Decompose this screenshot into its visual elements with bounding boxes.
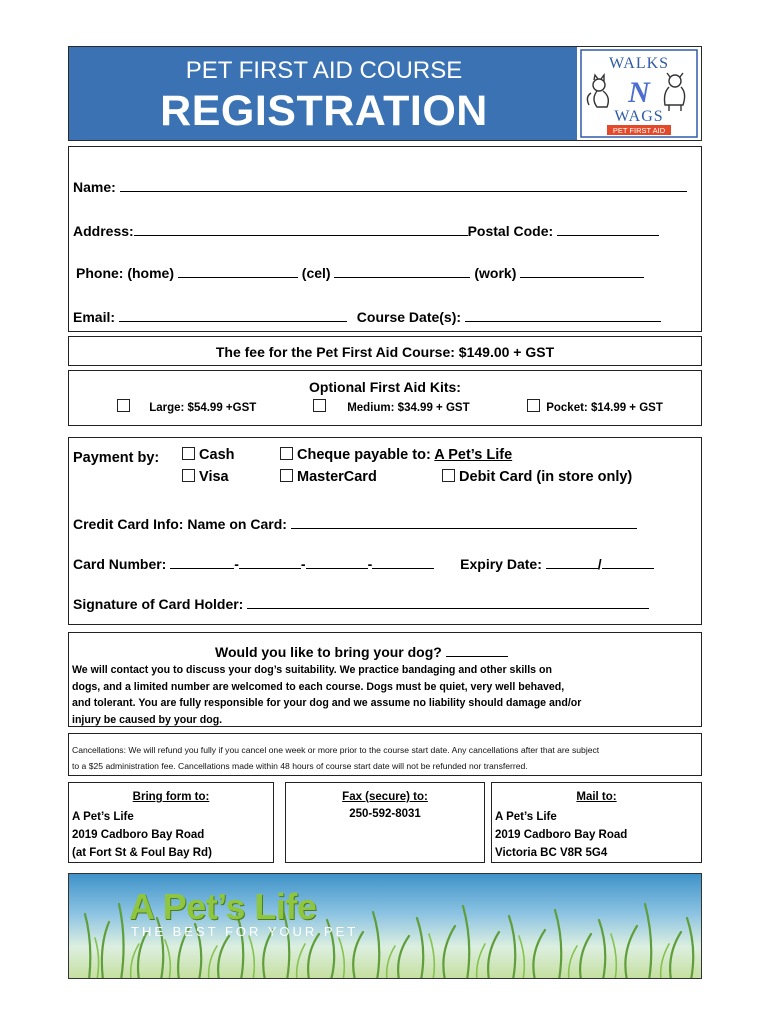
course-date-label: Course Date(s):: [356, 309, 462, 325]
a-pets-life-banner: [68, 873, 702, 979]
payment-section: Payment by: Cash Visa Cheque payable to: A Pet’s Life MasterCard Debit Card (in store only) Credit Card Info: Name on Card: Card Number: - - - Expiry Date: / Signature of Card Holder:: [68, 437, 702, 625]
bring-form-line-1: A Pet’s Life: [72, 811, 134, 823]
pocket-kit-label: Pocket: $14.99 + GST: [546, 402, 663, 414]
first-aid-kits-section: [68, 370, 702, 426]
bring-form-title: Bring form to:: [132, 791, 210, 803]
pocket-kit-checkbox[interactable]: [527, 399, 540, 412]
large-kit-checkbox[interactable]: [117, 399, 130, 412]
logo-badge-text: PET FIRST AID: [612, 126, 666, 135]
cancellation-line-1: Cancellations: We will refund you fully if you cancel one week or more prior to the course start date. Any cancellations after that are subject: [72, 745, 600, 755]
expiry-date-label: Expiry Date:: [460, 556, 542, 572]
signature-field[interactable]: [247, 594, 649, 609]
fee-section: [68, 336, 702, 366]
mastercard-checkbox[interactable]: [280, 469, 293, 482]
visa-label: Visa: [199, 469, 229, 485]
brand-name: A Pet’s Life: [129, 886, 317, 927]
cancellation-policy-section: [68, 733, 702, 776]
home-phone-label: Phone: (home): [76, 265, 174, 281]
course-date-field[interactable]: [465, 307, 661, 322]
cel-phone-label: (cel): [301, 265, 331, 281]
dog-info-line-2: dogs, and a limited number are welcomed to each course. Dogs must be quiet, very well behaved,: [72, 680, 565, 693]
postal-code-label: Postal Code:: [467, 223, 554, 239]
bring-dog-question: Would you like to bring your dog?: [215, 644, 442, 660]
fax-section: [285, 782, 485, 863]
card-number-label: Card Number:: [73, 556, 167, 572]
debit-checkbox[interactable]: [442, 469, 455, 482]
logo-wags-text: WAGS: [614, 108, 664, 125]
dog-info-line-1: We will contact you to discuss your dog’s suitability. We practice bandaging and other skills on: [72, 664, 552, 676]
brand-tagline: THE BEST FOR YOUR PET: [131, 924, 359, 939]
bring-form-section: [68, 782, 274, 863]
payment-by-label: Payment by:: [73, 450, 160, 466]
dog-info-line-3: and tolerant. You are fully responsible for your dog and we assume no liability should damage and/or: [72, 697, 582, 710]
dog-info-line-4: injury be caused by your dog.: [72, 713, 223, 726]
debit-label: Debit Card (in store only): [459, 469, 633, 485]
course-title: PET FIRST AID COURSE: [185, 57, 463, 84]
cash-checkbox[interactable]: [182, 447, 195, 460]
medium-kit-checkbox[interactable]: [313, 399, 326, 412]
bring-dog-section: [68, 632, 702, 727]
mail-section: [491, 782, 702, 863]
credit-card-info-label: Credit Card Info: Name on Card:: [73, 516, 287, 532]
card-number-part4[interactable]: [372, 554, 434, 569]
cancellation-line-2: to a $25 administration fee. Cancellations made within 48 hours of course start date will not be refunded nor transferred.: [72, 761, 528, 771]
home-phone-field[interactable]: [178, 263, 298, 278]
cheque-payee: A Pet’s Life: [434, 447, 513, 463]
signature-label: Signature of Card Holder:: [73, 596, 244, 612]
logo-walks-text: WALKS: [608, 55, 670, 72]
email-field[interactable]: [119, 307, 347, 322]
mail-line-2: 2019 Cadboro Bay Road: [495, 829, 628, 841]
mail-line-1: A Pet’s Life: [495, 811, 557, 823]
cel-phone-field[interactable]: [334, 263, 470, 278]
cash-label: Cash: [199, 447, 235, 463]
address-label: Address:: [73, 223, 134, 239]
bring-form-line-2: 2019 Cadboro Bay Road: [72, 829, 205, 841]
large-kit-label: Large: $54.99 +GST: [149, 402, 257, 414]
bring-form-line-3: (at Fort St & Foul Bay Rd): [72, 847, 212, 859]
name-label: Name:: [73, 179, 116, 195]
mail-title: Mail to:: [576, 791, 617, 803]
visa-checkbox[interactable]: [182, 469, 195, 482]
email-label: Email:: [73, 309, 116, 325]
fax-title: Fax (secure) to:: [342, 791, 428, 803]
card-number-part1[interactable]: [170, 554, 234, 569]
expiry-month-field[interactable]: [546, 554, 598, 569]
cheque-label: Cheque payable to:: [297, 447, 431, 463]
card-number-part3[interactable]: [306, 554, 368, 569]
mail-line-3: Victoria BC V8R 5G4: [495, 847, 608, 859]
name-on-card-field[interactable]: [291, 514, 637, 529]
work-phone-label: (work): [474, 265, 517, 281]
name-field[interactable]: [120, 177, 687, 192]
fax-number: 250-592-8031: [349, 808, 421, 820]
header-banner: [68, 46, 702, 141]
bring-dog-answer-field[interactable]: [446, 642, 508, 657]
logo-n-text: N: [628, 76, 650, 109]
registration-title: REGISTRATION: [160, 87, 488, 135]
course-fee-text: The fee for the Pet First Aid Course: $149.00 + GST: [215, 344, 555, 360]
kits-title: Optional First Aid Kits:: [309, 379, 461, 395]
mastercard-label: MasterCard: [297, 469, 377, 485]
medium-kit-label: Medium: $34.99 + GST: [347, 402, 470, 414]
postal-code-field[interactable]: [557, 221, 659, 236]
walks-n-wags-logo: [576, 47, 701, 140]
contact-info-section: [68, 146, 702, 332]
card-number-part2[interactable]: [239, 554, 301, 569]
address-field[interactable]: [134, 221, 468, 236]
work-phone-field[interactable]: [520, 263, 644, 278]
cheque-checkbox[interactable]: [280, 447, 293, 460]
expiry-year-field[interactable]: [602, 554, 654, 569]
